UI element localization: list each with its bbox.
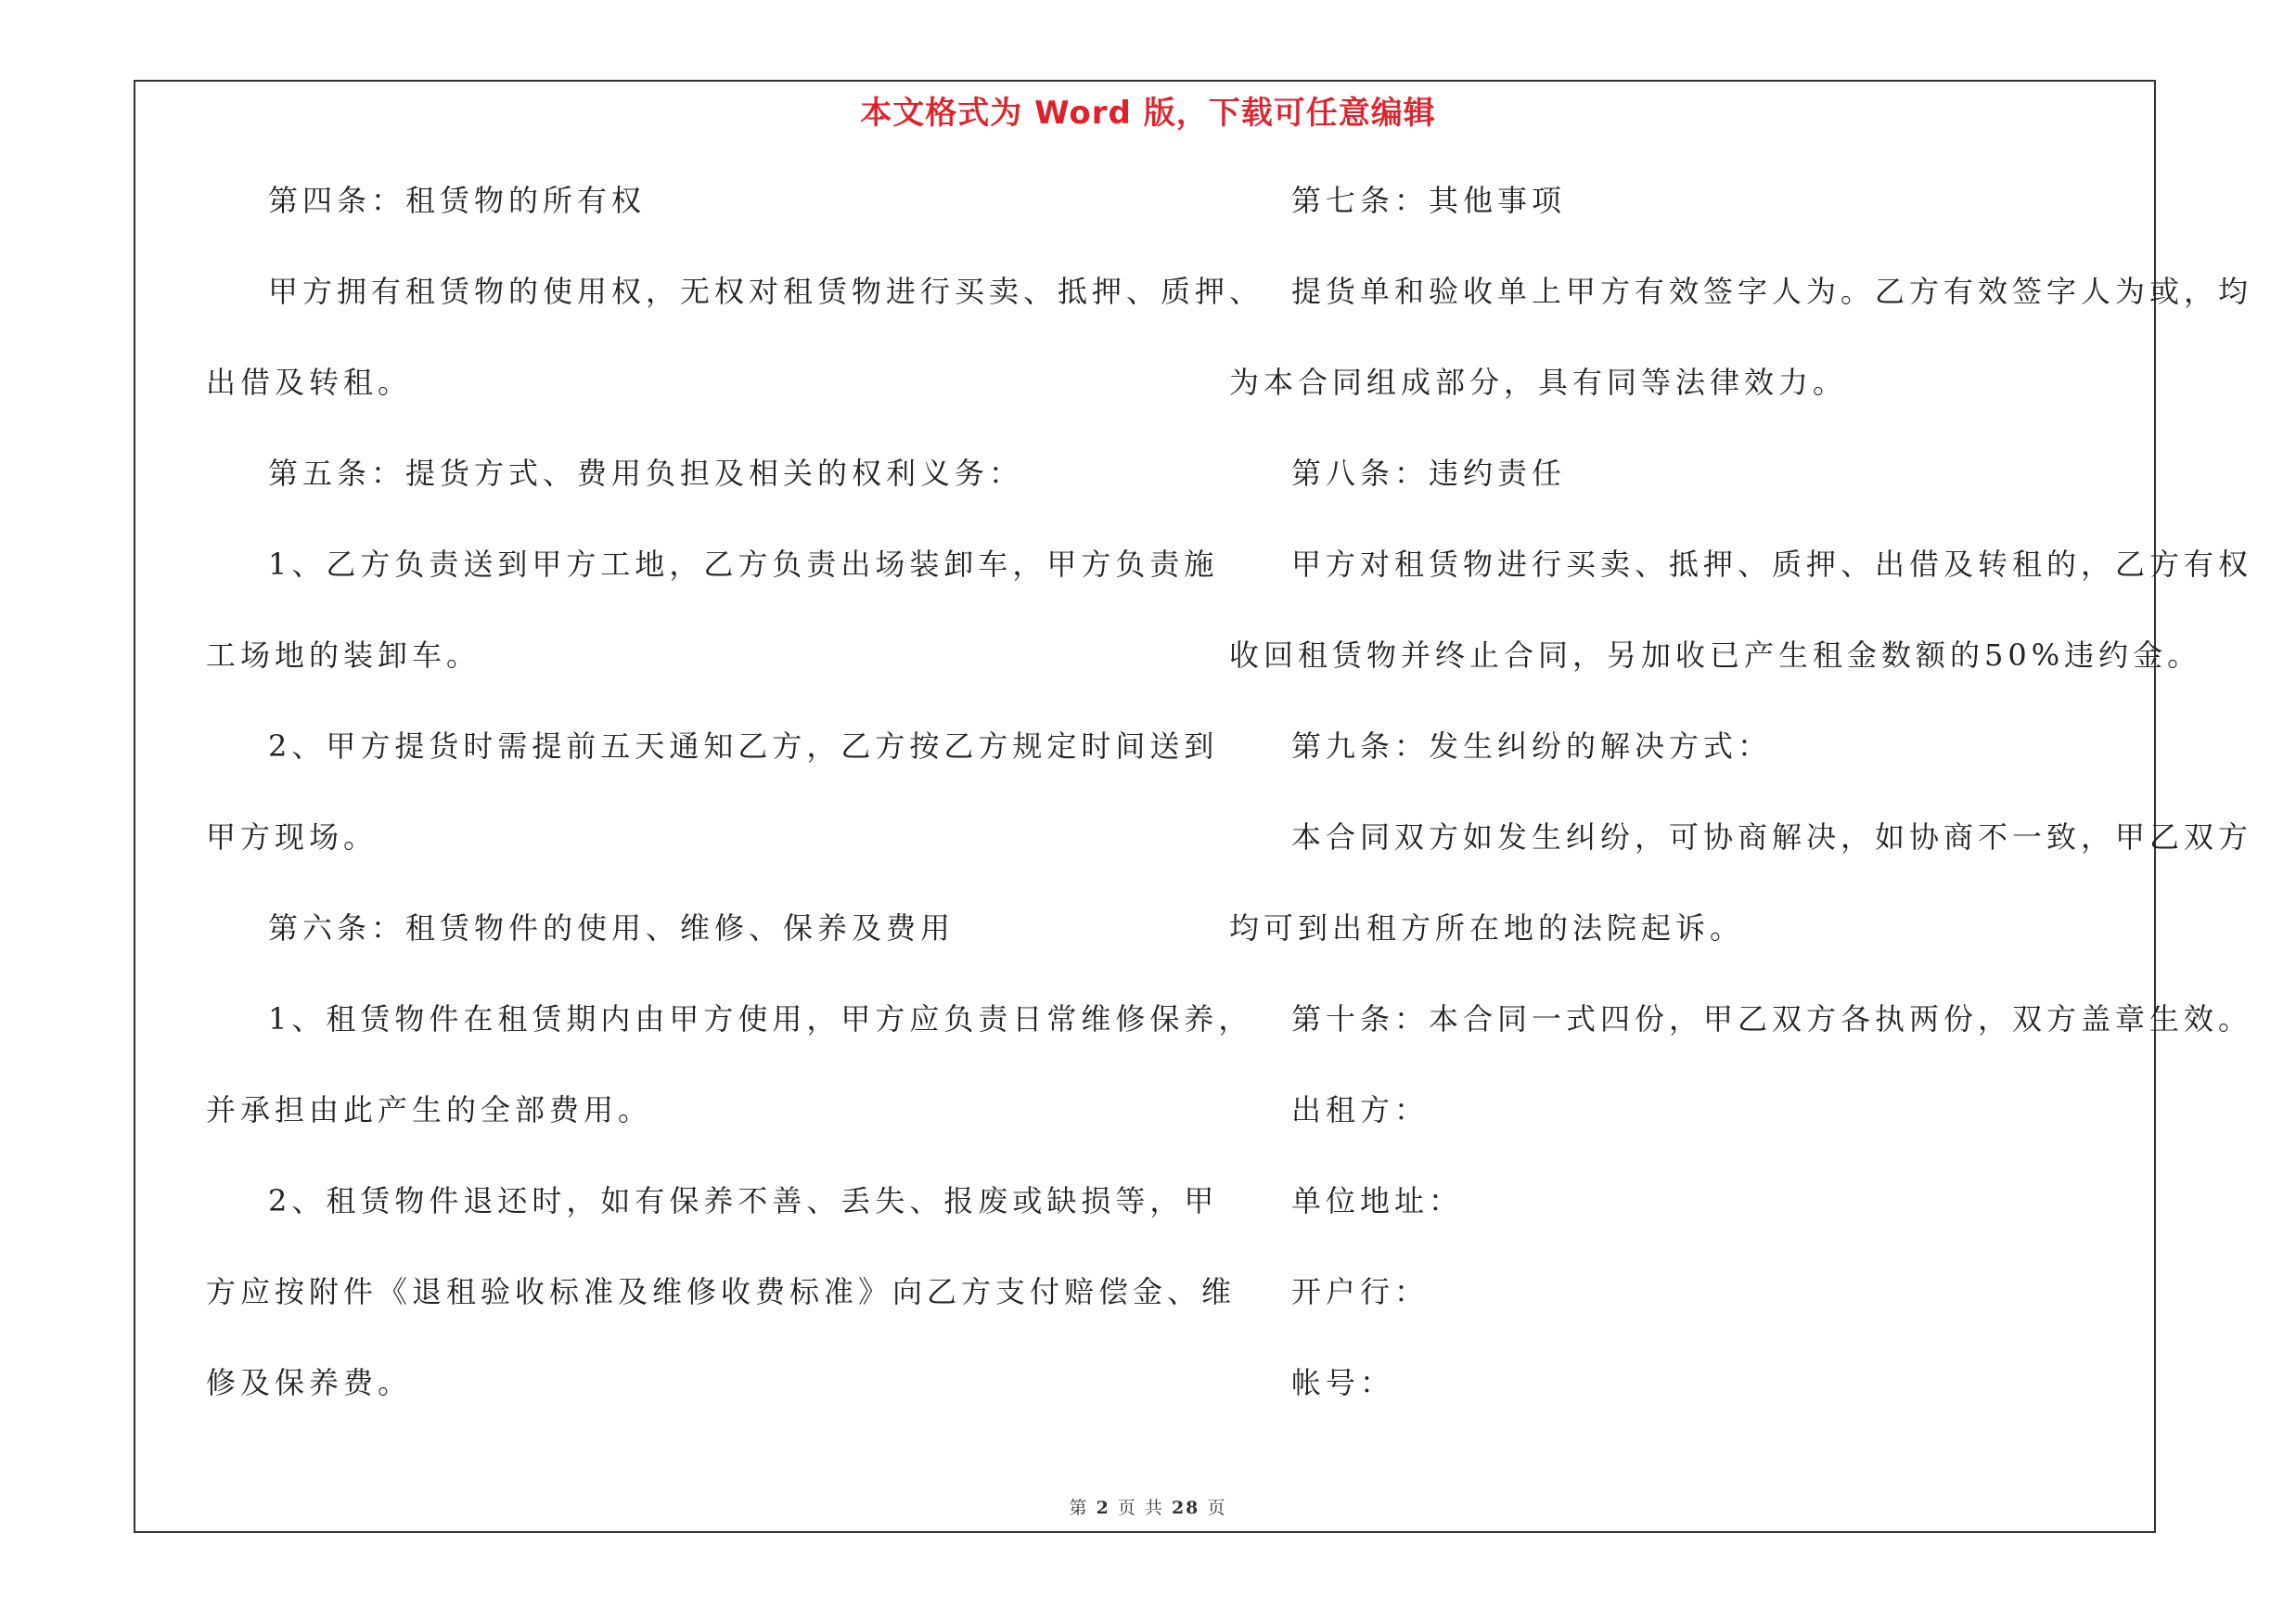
paragraph-line: 出借及转租。	[206, 365, 413, 400]
article-heading: 第七条：其他事项	[1291, 183, 1567, 218]
paragraph-line: 2、租赁物件退还时，如有保养不善、丢失、报废或缺损等，甲	[268, 1183, 1219, 1218]
paragraph-line: 方应按附件《退租验收标准及维修收费标准》向乙方支付赔偿金、维	[206, 1274, 1237, 1309]
signature-account-label: 帐号：	[1291, 1365, 1395, 1400]
signature-lessor-label: 出租方：	[1291, 1092, 1430, 1127]
paragraph-line: 1、乙方负责送到甲方工地，乙方负责出场装卸车，甲方负责施	[268, 547, 1219, 582]
signature-address-label: 单位地址：	[1291, 1183, 1464, 1218]
total-page-count: 28	[1171, 1498, 1200, 1518]
paragraph-line: 收回租赁物并终止合同，另加收已产生租金数额的50%违约金。	[1229, 638, 2202, 673]
paragraph-line: 提货单和验收单上甲方有效签字人为。乙方有效签字人为或，均	[1291, 274, 2253, 309]
page-number-footer	[0, 1494, 2296, 1519]
signature-bank-label: 开户行：	[1291, 1274, 1430, 1309]
paragraph-line: 修及保养费。	[206, 1365, 413, 1400]
footer-prefix: 第	[1069, 1498, 1089, 1518]
word-format-banner: 本文格式为 Word 版，下载可任意编辑	[860, 95, 1436, 132]
footer-suffix: 页	[1207, 1498, 1227, 1518]
article-heading: 第六条：租赁物件的使用、维修、保养及费用	[268, 910, 956, 946]
article-heading: 第四条：租赁物的所有权	[268, 183, 647, 218]
paragraph-line: 甲方对租赁物进行买卖、抵押、质押、出借及转租的，乙方有权	[1291, 547, 2253, 582]
paragraph-line: 并承担由此产生的全部费用。	[206, 1092, 653, 1127]
current-page-number: 2	[1096, 1498, 1110, 1518]
paragraph-line: 为本合同组成部分，具有同等法律效力。	[1229, 365, 1848, 400]
article-heading: 第八条：违约责任	[1291, 456, 1567, 491]
article-heading: 第九条：发生纠纷的解决方式：	[1291, 728, 1773, 764]
article-heading: 第十条：本合同一式四份，甲乙双方各执两份，双方盖章生效。	[1291, 1001, 2253, 1037]
paragraph-line: 甲方现场。	[206, 819, 378, 855]
paragraph-line: 工场地的装卸车。	[206, 638, 481, 673]
paragraph-line: 2、甲方提货时需提前五天通知乙方，乙方按乙方规定时间送到	[268, 728, 1219, 764]
paragraph-line: 本合同双方如发生纠纷，可协商解决，如协商不一致，甲乙双方	[1291, 819, 2253, 855]
paragraph-line: 均可到出租方所在地的法院起诉。	[1229, 910, 1745, 946]
article-heading: 第五条：提货方式、费用负担及相关的权利义务：	[268, 456, 1024, 491]
paragraph-line: 甲方拥有租赁物的使用权，无权对租赁物进行买卖、抵押、质押、	[268, 274, 1264, 309]
footer-mid: 页 共	[1117, 1498, 1164, 1518]
paragraph-line: 1、租赁物件在租赁期内由甲方使用，甲方应负责日常维修保养，	[268, 1001, 1253, 1037]
